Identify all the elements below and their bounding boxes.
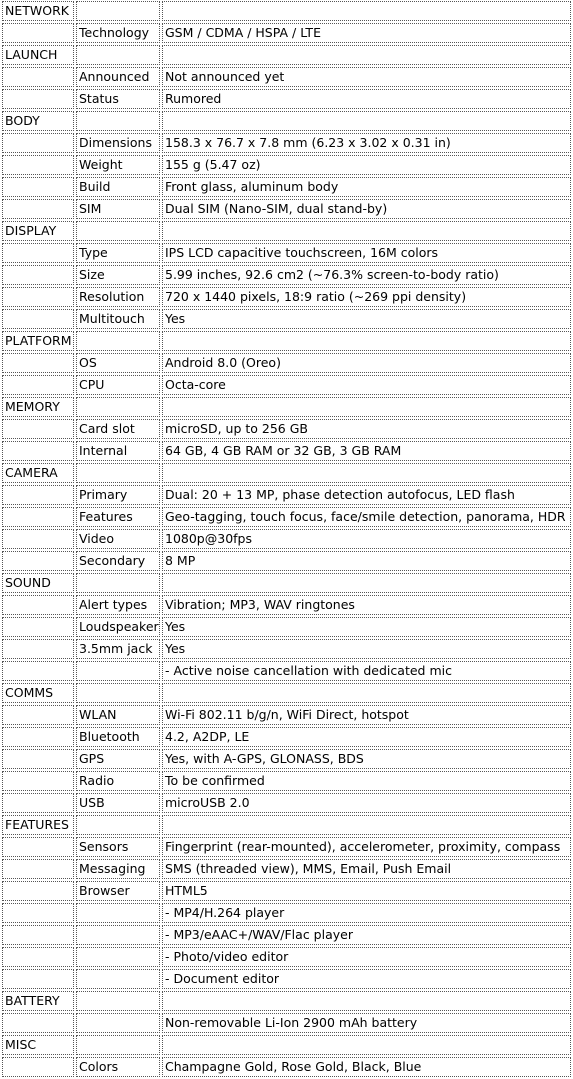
spec-value-cell: microSD, up to 256 GB [162, 419, 571, 439]
section-cell [2, 903, 74, 923]
spec-value-cell [162, 1, 571, 21]
spec-value-cell: Dual: 20 + 13 MP, phase detection autofocus, LED flash [162, 485, 571, 505]
spec-value-cell: 158.3 x 76.7 x 7.8 mm (6.23 x 3.02 x 0.31 in) [162, 133, 571, 153]
spec-label-cell [76, 45, 160, 65]
section-header-row [2, 1, 571, 21]
section-cell [2, 969, 74, 989]
section-header-row [2, 331, 571, 351]
spec-value-cell: 5.99 inches, 92.6 cm2 (~76.3% screen-to-body ratio) [162, 265, 571, 285]
spec-label-cell: GPS [76, 749, 160, 769]
section-cell [2, 353, 74, 373]
spec-value-cell: - Photo/video editor [162, 947, 571, 967]
section-cell: FEATURES [2, 815, 74, 835]
spec-row [2, 155, 571, 175]
section-cell [2, 507, 74, 527]
spec-label-cell [76, 925, 160, 945]
spec-value-cell: Not announced yet [162, 67, 571, 87]
spec-label-cell: Card slot [76, 419, 160, 439]
section-cell [2, 551, 74, 571]
spec-label-cell: Size [76, 265, 160, 285]
spec-label-cell: SIM [76, 199, 160, 219]
section-cell: COMMS [2, 683, 74, 703]
section-cell [2, 441, 74, 461]
spec-row [2, 749, 571, 769]
section-cell [2, 749, 74, 769]
section-header-row [2, 45, 571, 65]
section-cell [2, 771, 74, 791]
section-cell: SOUND [2, 573, 74, 593]
section-cell [2, 1013, 74, 1033]
spec-row [2, 859, 571, 879]
section-cell [2, 375, 74, 395]
spec-row [2, 925, 571, 945]
section-cell [2, 661, 74, 681]
spec-label-cell: Internal [76, 441, 160, 461]
section-cell [2, 419, 74, 439]
spec-row [2, 793, 571, 813]
section-cell [2, 309, 74, 329]
spec-row [2, 969, 571, 989]
spec-row [2, 287, 571, 307]
section-header-row [2, 991, 571, 1011]
spec-label-cell: CPU [76, 375, 160, 395]
spec-value-cell: Yes [162, 617, 571, 637]
spec-label-cell [76, 331, 160, 351]
section-header-row [2, 573, 571, 593]
spec-label-cell: Build [76, 177, 160, 197]
spec-row [2, 353, 571, 373]
section-cell: LAUNCH [2, 45, 74, 65]
spec-label-cell: Messaging [76, 859, 160, 879]
section-cell [2, 859, 74, 879]
spec-row [2, 551, 571, 571]
spec-label-cell: Loudspeaker [76, 617, 160, 637]
spec-row [2, 881, 571, 901]
spec-label-cell: Colors [76, 1057, 160, 1077]
spec-value-cell: HTML5 [162, 881, 571, 901]
spec-value-cell [162, 991, 571, 1011]
spec-label-cell [76, 1, 160, 21]
section-cell [2, 177, 74, 197]
section-cell: CAMERA [2, 463, 74, 483]
section-header-row [2, 683, 571, 703]
spec-value-cell: To be confirmed [162, 771, 571, 791]
section-cell: PLATFORM [2, 331, 74, 351]
section-header-row [2, 815, 571, 835]
spec-label-cell [76, 991, 160, 1011]
spec-row [2, 705, 571, 725]
spec-label-cell: WLAN [76, 705, 160, 725]
spec-row [2, 265, 571, 285]
spec-row [2, 617, 571, 637]
section-header-row [2, 111, 571, 131]
spec-value-cell: 4.2, A2DP, LE [162, 727, 571, 747]
spec-label-cell: Primary [76, 485, 160, 505]
spec-label-cell: Technology [76, 23, 160, 43]
spec-row [2, 837, 571, 857]
spec-row [2, 375, 571, 395]
spec-row [2, 507, 571, 527]
section-cell: BODY [2, 111, 74, 131]
spec-label-cell: Weight [76, 155, 160, 175]
section-cell [2, 595, 74, 615]
section-cell [2, 793, 74, 813]
section-cell [2, 133, 74, 153]
spec-row [2, 485, 571, 505]
section-header-row [2, 221, 571, 241]
spec-label-cell: USB [76, 793, 160, 813]
spec-value-cell: - Active noise cancellation with dedicated mic [162, 661, 571, 681]
spec-value-cell: Yes [162, 639, 571, 659]
spec-value-cell: Yes [162, 309, 571, 329]
section-cell [2, 243, 74, 263]
spec-label-cell: Bluetooth [76, 727, 160, 747]
spec-value-cell [162, 683, 571, 703]
spec-table-body [2, 1, 571, 1077]
section-cell [2, 1057, 74, 1077]
spec-value-cell [162, 397, 571, 417]
section-cell [2, 925, 74, 945]
spec-row [2, 309, 571, 329]
spec-value-cell: Champagne Gold, Rose Gold, Black, Blue [162, 1057, 571, 1077]
spec-value-cell: Fingerprint (rear-mounted), accelerometer, proximity, compass [162, 837, 571, 857]
spec-label-cell: Radio [76, 771, 160, 791]
spec-row [2, 177, 571, 197]
spec-value-cell: SMS (threaded view), MMS, Email, Push Email [162, 859, 571, 879]
spec-value-cell: Rumored [162, 89, 571, 109]
spec-value-cell: 8 MP [162, 551, 571, 571]
spec-label-cell: Type [76, 243, 160, 263]
spec-value-cell [162, 573, 571, 593]
spec-value-cell [162, 331, 571, 351]
spec-label-cell: Dimensions [76, 133, 160, 153]
spec-value-cell: Dual SIM (Nano-SIM, dual stand-by) [162, 199, 571, 219]
section-header-row [2, 1035, 571, 1055]
section-cell [2, 837, 74, 857]
section-cell [2, 23, 74, 43]
spec-label-cell: Sensors [76, 837, 160, 857]
spec-value-cell: GSM / CDMA / HSPA / LTE [162, 23, 571, 43]
section-cell [2, 485, 74, 505]
section-cell [2, 947, 74, 967]
spec-row [2, 529, 571, 549]
spec-value-cell: 64 GB, 4 GB RAM or 32 GB, 3 GB RAM [162, 441, 571, 461]
section-header-row [2, 397, 571, 417]
spec-label-cell [76, 1013, 160, 1033]
section-cell [2, 67, 74, 87]
spec-row [2, 1057, 571, 1077]
spec-label-cell: Announced [76, 67, 160, 87]
spec-row [2, 727, 571, 747]
section-cell [2, 639, 74, 659]
spec-label-cell [76, 397, 160, 417]
spec-row [2, 947, 571, 967]
spec-row [2, 67, 571, 87]
spec-label-cell [76, 221, 160, 241]
spec-label-cell [76, 903, 160, 923]
spec-label-cell [76, 463, 160, 483]
spec-value-cell: Octa-core [162, 375, 571, 395]
spec-value-cell [162, 111, 571, 131]
spec-label-cell: Secondary [76, 551, 160, 571]
spec-row [2, 89, 571, 109]
spec-label-cell: Alert types [76, 595, 160, 615]
spec-label-cell [76, 111, 160, 131]
spec-label-cell: Features [76, 507, 160, 527]
section-cell: MISC [2, 1035, 74, 1055]
spec-label-cell [76, 815, 160, 835]
spec-label-cell [76, 683, 160, 703]
spec-value-cell: Front glass, aluminum body [162, 177, 571, 197]
spec-value-cell: IPS LCD capacitive touchscreen, 16M colors [162, 243, 571, 263]
spec-label-cell [76, 969, 160, 989]
section-cell [2, 617, 74, 637]
spec-value-cell: Non-removable Li-Ion 2900 mAh battery [162, 1013, 571, 1033]
spec-value-cell [162, 221, 571, 241]
spec-label-cell [76, 1035, 160, 1055]
spec-row [2, 771, 571, 791]
section-cell [2, 727, 74, 747]
spec-value-cell: Yes, with A-GPS, GLONASS, BDS [162, 749, 571, 769]
spec-value-cell: Wi-Fi 802.11 b/g/n, WiFi Direct, hotspot [162, 705, 571, 725]
spec-row [2, 1013, 571, 1033]
spec-row [2, 243, 571, 263]
spec-value-cell: Geo-tagging, touch focus, face/smile detection, panorama, HDR [162, 507, 571, 527]
spec-value-cell [162, 463, 571, 483]
spec-row [2, 419, 571, 439]
section-cell [2, 155, 74, 175]
section-cell: MEMORY [2, 397, 74, 417]
section-cell [2, 529, 74, 549]
spec-value-cell [162, 1035, 571, 1055]
spec-label-cell: Browser [76, 881, 160, 901]
section-cell: NETWORK [2, 1, 74, 21]
spec-row [2, 661, 571, 681]
spec-row [2, 441, 571, 461]
section-cell [2, 705, 74, 725]
spec-label-cell: Resolution [76, 287, 160, 307]
spec-value-cell: - MP4/H.264 player [162, 903, 571, 923]
spec-label-cell [76, 661, 160, 681]
section-cell: BATTERY [2, 991, 74, 1011]
spec-label-cell: Multitouch [76, 309, 160, 329]
spec-label-cell [76, 947, 160, 967]
spec-row [2, 595, 571, 615]
spec-row [2, 199, 571, 219]
spec-value-cell [162, 815, 571, 835]
spec-label-cell: 3.5mm jack [76, 639, 160, 659]
spec-label-cell: Status [76, 89, 160, 109]
section-cell [2, 199, 74, 219]
spec-row [2, 903, 571, 923]
section-cell [2, 265, 74, 285]
spec-row [2, 23, 571, 43]
spec-label-cell: OS [76, 353, 160, 373]
spec-value-cell: - MP3/eAAC+/WAV/Flac player [162, 925, 571, 945]
spec-value-cell: microUSB 2.0 [162, 793, 571, 813]
spec-value-cell: Android 8.0 (Oreo) [162, 353, 571, 373]
spec-value-cell [162, 45, 571, 65]
spec-row [2, 133, 571, 153]
spec-value-cell: 155 g (5.47 oz) [162, 155, 571, 175]
spec-value-cell: 720 x 1440 pixels, 18:9 ratio (~269 ppi density) [162, 287, 571, 307]
section-cell [2, 287, 74, 307]
section-cell [2, 89, 74, 109]
section-cell [2, 881, 74, 901]
spec-value-cell: - Document editor [162, 969, 571, 989]
spec-value-cell: 1080p@30fps [162, 529, 571, 549]
section-cell: DISPLAY [2, 221, 74, 241]
spec-value-cell: Vibration; MP3, WAV ringtones [162, 595, 571, 615]
spec-row [2, 639, 571, 659]
section-header-row [2, 463, 571, 483]
spec-label-cell [76, 573, 160, 593]
spec-label-cell: Video [76, 529, 160, 549]
